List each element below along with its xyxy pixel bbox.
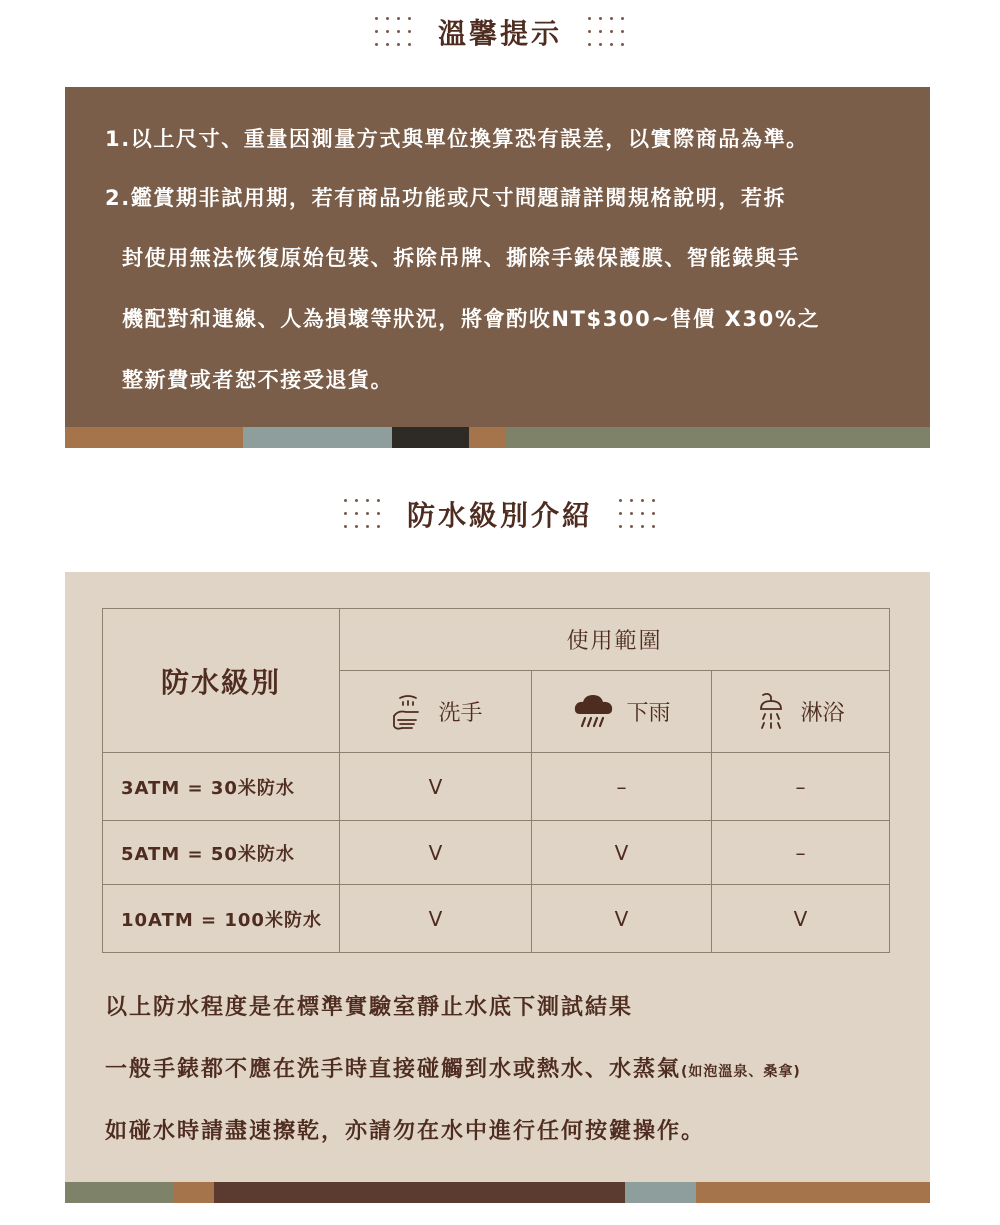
shower-icon bbox=[757, 691, 791, 733]
mark-cell: V bbox=[340, 821, 532, 885]
usage-label-handwash: 洗手 bbox=[438, 701, 483, 726]
mark-cell: V bbox=[532, 821, 712, 885]
waterproof-box bbox=[65, 572, 930, 1182]
rain-cloud-icon bbox=[572, 692, 616, 732]
mark-cell: V bbox=[712, 885, 890, 953]
note-line-1: 以上防水程度是在標準實驗室靜止水底下測試結果 bbox=[105, 995, 634, 1020]
level-header: 防水級別 bbox=[103, 609, 340, 753]
level-label: 3ATM = 30米防水 bbox=[103, 753, 340, 821]
waterproof-heading bbox=[0, 492, 1000, 536]
table-row bbox=[103, 885, 890, 953]
notice-line-3: 封使用無法恢復原始包裝、拆除吊牌、撕除手錶保護膜、智能錶與手 bbox=[122, 246, 800, 270]
dot-pattern-right bbox=[588, 17, 625, 47]
note-line-2-text: 一般手錶都不應在洗手時直接碰觸到水或熱水、水蒸氣 bbox=[105, 1057, 682, 1082]
stripe-segment bbox=[469, 427, 506, 448]
mark-cell: – bbox=[532, 753, 712, 821]
notice-line-2: 2.鑑賞期非試用期，若有商品功能或尺寸問題請詳閱規格說明，若拆 bbox=[105, 186, 787, 210]
note-small: (如泡溫泉、桑拿) bbox=[681, 1064, 801, 1080]
note-line-2 bbox=[105, 1052, 801, 1083]
dot-pattern-left bbox=[375, 17, 412, 47]
stripe-segment bbox=[65, 1182, 173, 1203]
level-label: 5ATM = 50米防水 bbox=[103, 821, 340, 885]
stripe-segment bbox=[506, 427, 930, 448]
usage-label-shower: 淋浴 bbox=[800, 701, 845, 726]
notice-heading bbox=[0, 10, 1000, 54]
usage-header: 使用範圍 bbox=[340, 609, 890, 671]
notice-title: 溫馨提示 bbox=[437, 17, 562, 50]
note-line-3: 如碰水時請盡速擦乾，亦請勿在水中進行任何按鍵操作。 bbox=[105, 1119, 706, 1144]
usage-col-shower bbox=[712, 671, 890, 753]
stripe-segment bbox=[173, 1182, 214, 1203]
mark-cell: – bbox=[712, 821, 890, 885]
usage-col-rain bbox=[532, 671, 712, 753]
waterproof-table bbox=[102, 608, 890, 953]
notice-line-4: 機配對和連線、人為損壞等狀況，將會酌收NT$300~售價 X30%之 bbox=[122, 307, 821, 331]
hand-washing-icon bbox=[388, 692, 428, 732]
notice-line-1: 1.以上尺寸、重量因測量方式與單位換算恐有誤差，以實際商品為準。 bbox=[105, 127, 809, 151]
stripe-segment bbox=[65, 427, 243, 448]
mark-cell: V bbox=[532, 885, 712, 953]
notice-box bbox=[65, 87, 930, 427]
mark-cell: V bbox=[340, 753, 532, 821]
usage-label-rain: 下雨 bbox=[626, 701, 671, 726]
table-row bbox=[103, 821, 890, 885]
dot-pattern-left bbox=[344, 499, 381, 529]
stripe-segment bbox=[392, 427, 469, 448]
stripe-segment bbox=[696, 1182, 930, 1203]
notice-line-5: 整新費或者恕不接受退貨。 bbox=[122, 368, 394, 392]
stripe-segment bbox=[625, 1182, 696, 1203]
mark-cell: V bbox=[340, 885, 532, 953]
stripe-segment bbox=[243, 427, 392, 448]
dot-pattern-right bbox=[619, 499, 656, 529]
mark-cell: – bbox=[712, 753, 890, 821]
level-label: 10ATM = 100米防水 bbox=[103, 885, 340, 953]
table-row bbox=[103, 753, 890, 821]
waterproof-title: 防水級別介紹 bbox=[406, 499, 593, 532]
stripe-segment bbox=[214, 1182, 625, 1203]
usage-col-handwash bbox=[340, 671, 532, 753]
